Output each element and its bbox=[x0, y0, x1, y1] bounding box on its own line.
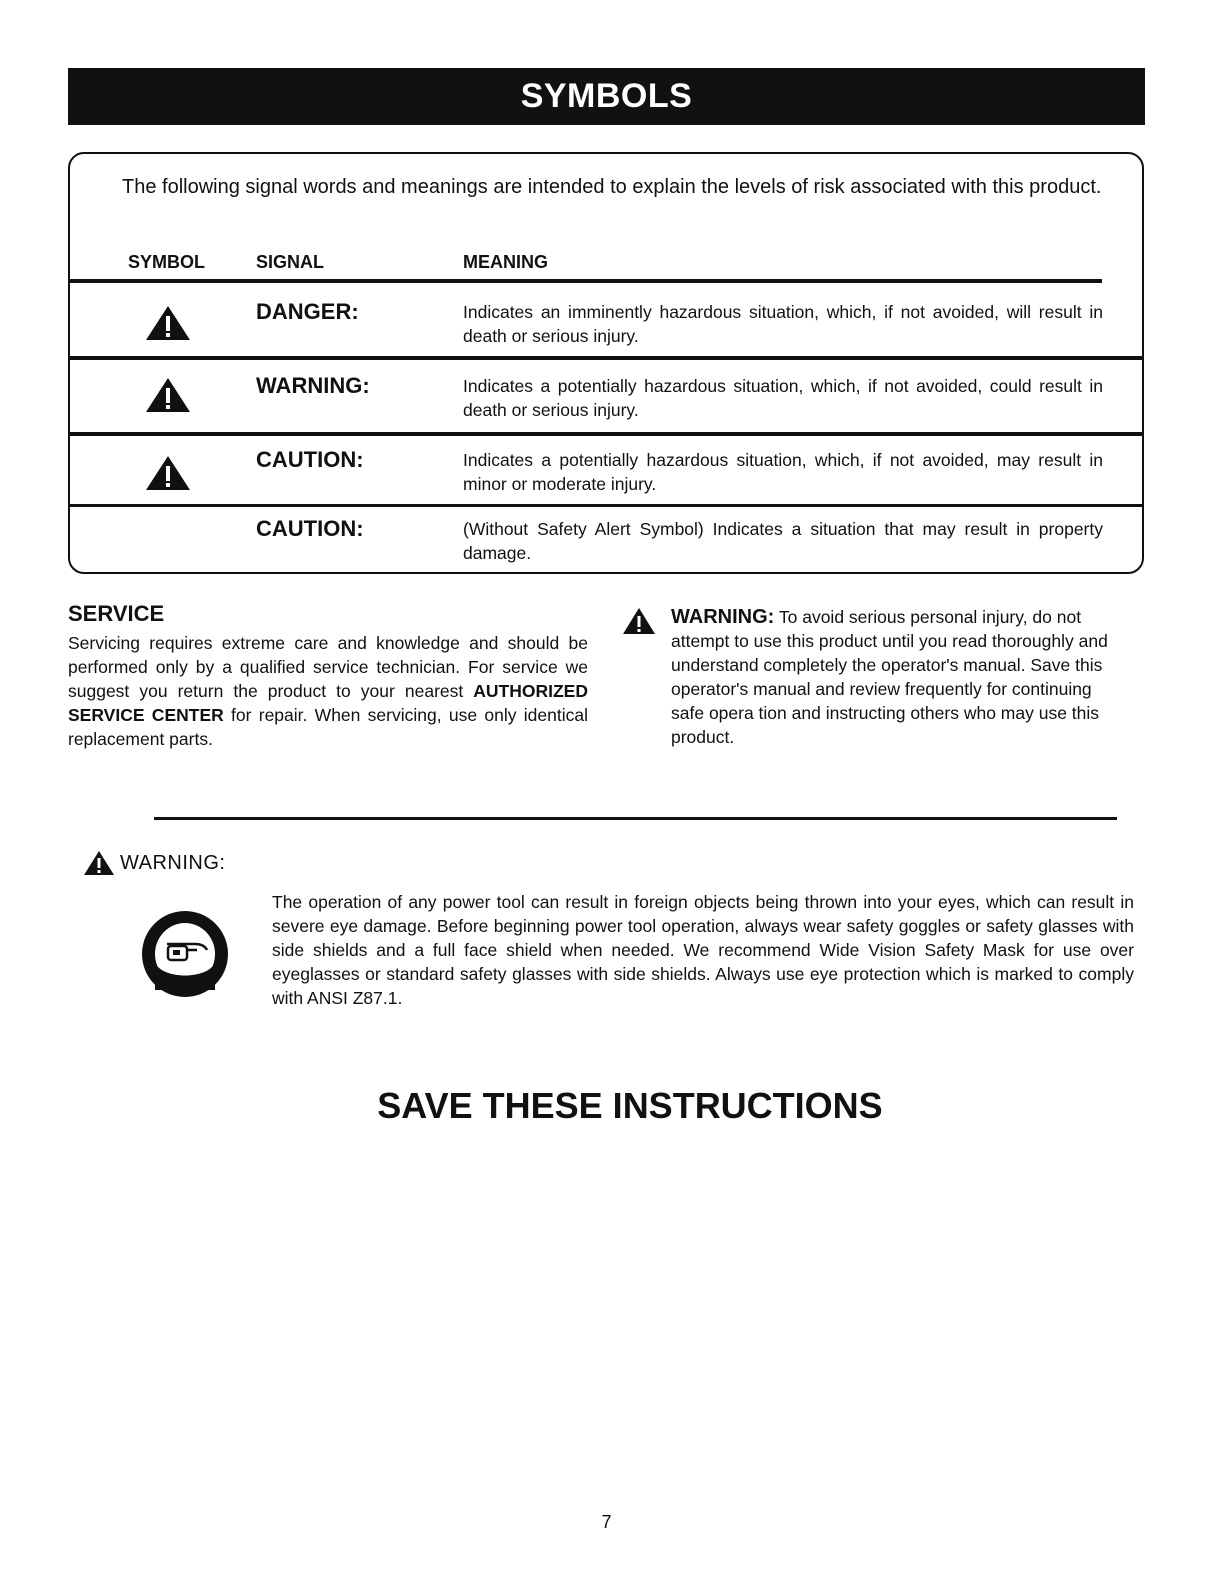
signal-danger: DANGER: bbox=[256, 299, 359, 324]
row-divider bbox=[68, 504, 1142, 507]
symbols-intro: The following signal words and meanings are intended to explain the levels of risk associated with this product. bbox=[122, 176, 1102, 198]
safety-alert-icon bbox=[145, 377, 191, 413]
eye-warning-text: The operation of any power tool can result in foreign objects being thrown into your eyes, which can result in severe eye damage. Before beginning power tool operation, always wear safety goggles or safety glasses with side shields and a full face shield when needed. We recommend Wide Vision Safety Mask for use over eyeglasses or standard safety glasses with side shields. Always use eye protection which is marked to comply with ANSI Z87.1. bbox=[272, 892, 1134, 1008]
signal-caution-no-symbol: CAUTION: bbox=[256, 516, 364, 541]
meaning-caution: Indicates a potentially hazardous situation, which, if not avoided, may result in minor or moderate injury. bbox=[463, 450, 1103, 494]
safety-goggles-icon bbox=[141, 910, 229, 998]
safety-alert-icon bbox=[83, 850, 115, 876]
service-text: Servicing requires extreme care and knowledge and should be performed only by a qualified service technician. For service we suggest you return the product to your nearest AUTHORIZED SERVICE CENTER for repair. When servicing, use only identical replacement parts. bbox=[68, 633, 588, 749]
column-header-symbol: SYMBOL bbox=[128, 252, 206, 272]
column-header-meaning: MEANING bbox=[463, 252, 548, 272]
signal-caution: CAUTION: bbox=[256, 447, 364, 472]
meaning-warning: Indicates a potentially hazardous situation, which, if not avoided, could result in death or serious injury. bbox=[463, 376, 1103, 420]
page-number: 7 bbox=[601, 1512, 612, 1532]
safety-alert-icon bbox=[145, 305, 191, 341]
row-divider bbox=[68, 432, 1142, 436]
meaning-danger: Indicates an imminently hazardous situation, which, if not avoided, will result in death or serious injury. bbox=[463, 302, 1103, 346]
manual-warning: WARNING: To avoid serious personal injury, do not attempt to use this product until you read thoroughly and understand completely the operator's manual. Save this operator's manual and review frequently for continuing safe opera tion and instructing others who may use this product. bbox=[671, 606, 1108, 747]
meaning-caution-no-symbol: (Without Safety Alert Symbol) Indicates a situation that may result in property damage. bbox=[463, 519, 1103, 563]
row-divider bbox=[68, 356, 1142, 360]
symbols-table-frame bbox=[68, 152, 1144, 574]
safety-alert-icon bbox=[145, 455, 191, 491]
column-header-signal: SIGNAL bbox=[256, 252, 325, 272]
safety-alert-icon bbox=[622, 607, 656, 635]
signal-warning: WARNING: bbox=[256, 373, 370, 398]
section-divider bbox=[154, 817, 1117, 820]
header-divider bbox=[68, 279, 1102, 283]
service-heading: SERVICE bbox=[68, 601, 165, 626]
symbols-heading: SYMBOLS bbox=[68, 68, 1145, 125]
eye-warning-label: WARNING: bbox=[120, 852, 226, 874]
save-instructions-heading: SAVE THESE INSTRUCTIONS bbox=[377, 1085, 883, 1126]
